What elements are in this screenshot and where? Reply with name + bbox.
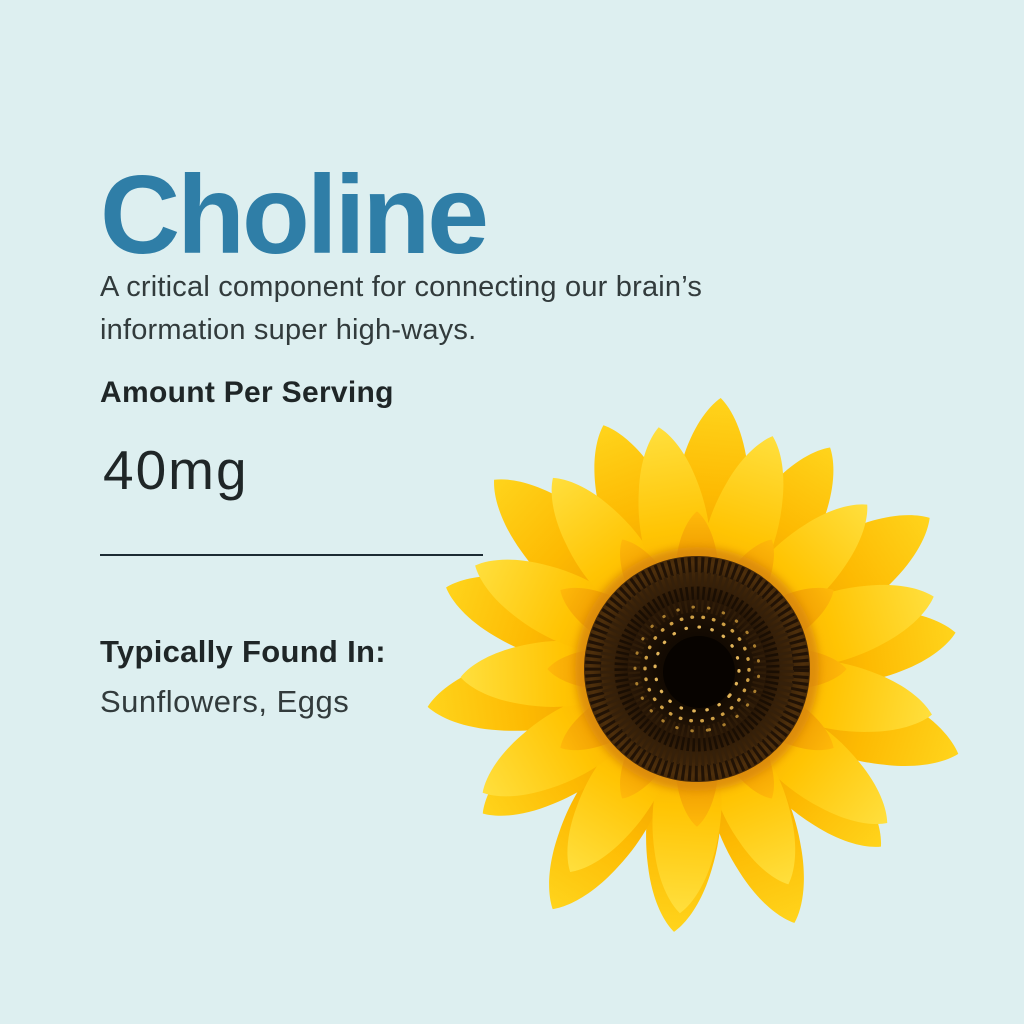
sunflower-disc bbox=[584, 556, 810, 782]
description-line-1: A critical component for connecting our brain’s bbox=[100, 271, 703, 303]
page-title: Choline bbox=[100, 153, 486, 278]
description-line-2: information super high-ways. bbox=[100, 313, 477, 346]
amount-per-serving-value: 40mg bbox=[103, 439, 249, 501]
sunflower-graphic bbox=[422, 395, 970, 937]
typically-found-in-label: Typically Found In: bbox=[100, 634, 386, 669]
sunflower-image bbox=[413, 383, 981, 951]
description-text bbox=[100, 266, 702, 352]
amount-per-serving-label: Amount Per Serving bbox=[100, 376, 394, 409]
typically-found-in-value: Sunflowers, Eggs bbox=[100, 684, 350, 719]
